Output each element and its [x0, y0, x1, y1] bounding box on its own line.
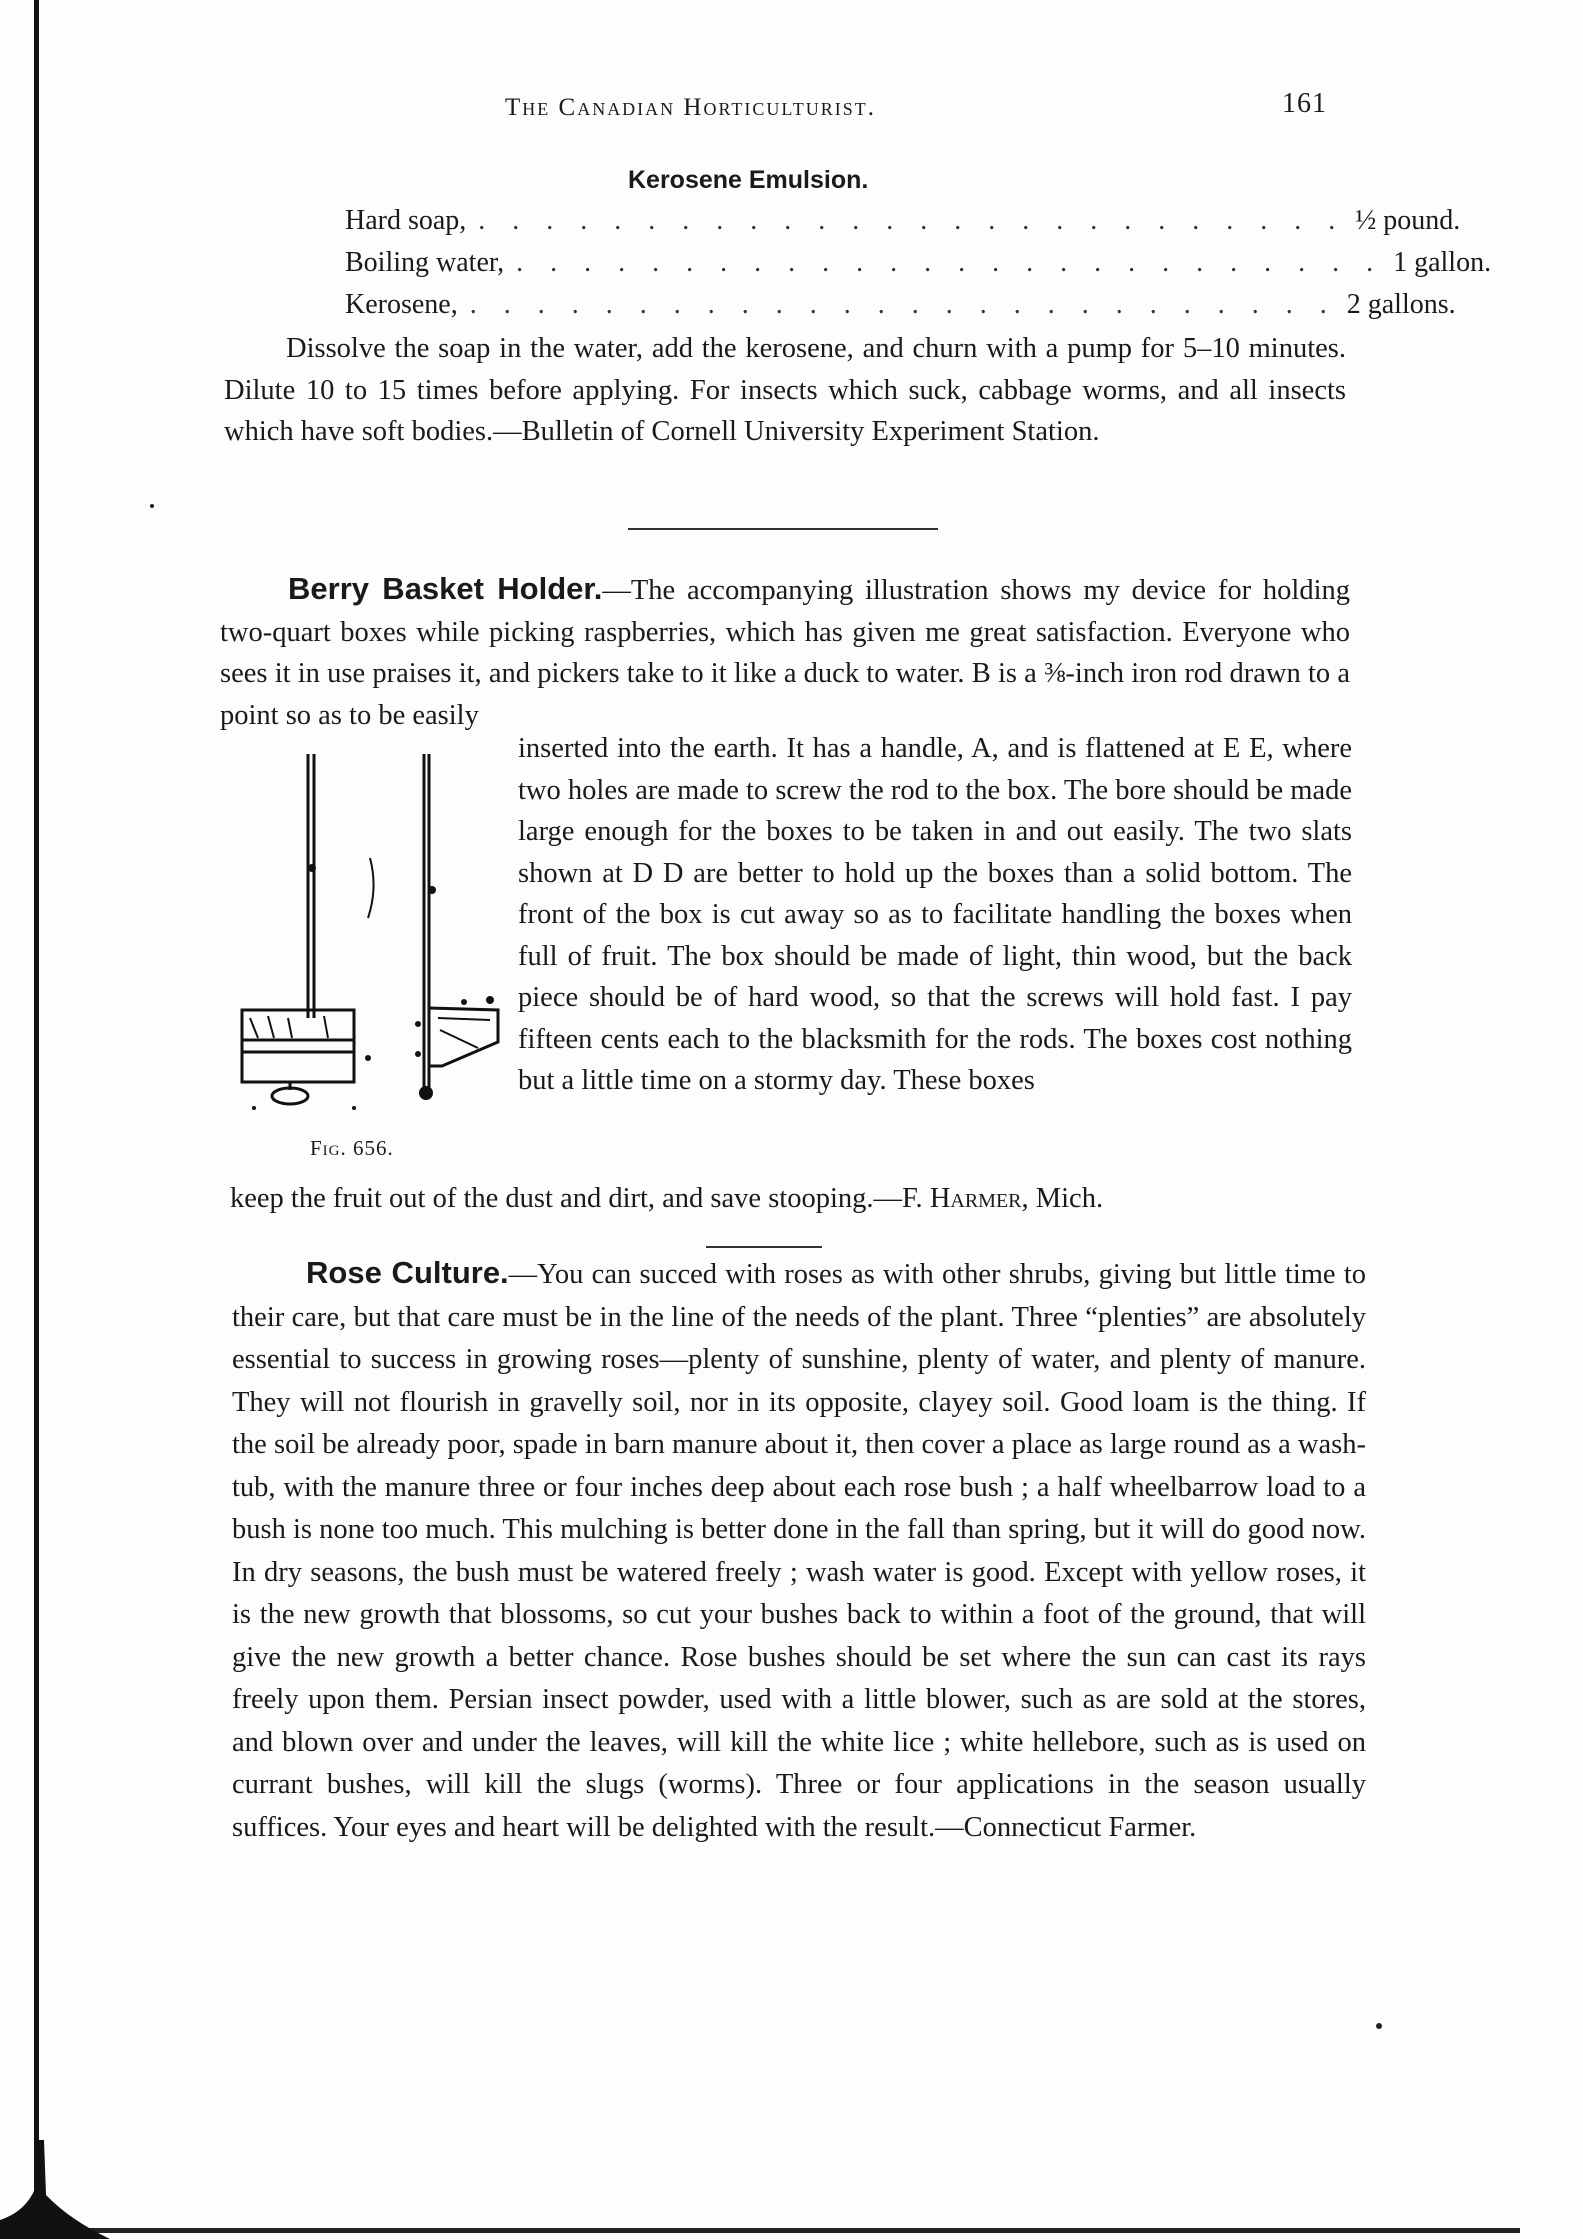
page-bottom-edge [60, 2228, 1520, 2233]
ingredient-qty: 1 gallon. [1393, 247, 1492, 278]
corner-smudge [0, 2140, 110, 2239]
leader-dots: . . . . . . . . . . . . . . . . . . . . . . . . . . [478, 205, 1346, 236]
journal-title: The Canadian Horticulturist. [505, 94, 876, 121]
berry-holder-illustration [228, 748, 508, 1138]
ingredient-name: Hard soap, [345, 205, 467, 236]
figure-caption: Fig. 656. [310, 1136, 394, 1160]
berry-text-top: —The accompanying illustration shows my device for holding two-quart boxes while picking raspberries, which has given me great satisfaction. Everyone who sees it in use praises it, and pickers take to it like a duck to water. B is a ⅜-inch iron rod drawn to a point so as to be easily [220, 575, 1350, 731]
page-edge-shadow [34, 0, 39, 2239]
leader-dots: . . . . . . . . . . . . . . . . . . . . . . . . . . [469, 289, 1337, 320]
author-name: Harmer [929, 1183, 1022, 1214]
section-divider [628, 528, 938, 530]
recipe-title: Kerosene Emulsion. [628, 166, 869, 194]
author-place: , Mich. [1021, 1183, 1104, 1214]
berry-paragraph-end [230, 1178, 1354, 1220]
ingredient-row [345, 284, 1456, 326]
page-number: 161 [1282, 88, 1327, 119]
ingredient-qty: ½ pound. [1355, 205, 1461, 236]
leader-dots: . . . . . . . . . . . . . . . . . . . . . . . . . . [516, 247, 1384, 278]
stray-mark [1376, 2023, 1382, 2029]
ingredient-row [345, 242, 1492, 284]
berry-paragraph-side: inserted into the earth. It has a handle, A, and is flattened at E E, where two holes are made to screw the rod to the box. The bore should be made large enough for the boxes to be taken in and out easily. The two slats shown at D D are better to hold up the boxes than a solid bottom. The front of the box is cut away so as to facilitate handling the boxes when full of fruit. The box should be made of light, thin wood, but the back piece should be of hard wood, so that the screws will hold fast. I pay fifteen cents each to the blacksmith for the rods. The boxes cost nothing but a little time on a stormy day. These boxes [518, 733, 1352, 1096]
section-divider [706, 1246, 822, 1248]
recipe-instructions: Dissolve the soap in the water, add the kerosene, and churn with a pump for 5–10 minutes. Dilute 10 to 15 times before applying. For insects which suck, cabbage worms, and all insects which have soft bodies.—Bulletin of Cornell University Experiment Station. [224, 333, 1346, 447]
stray-mark [150, 504, 154, 508]
ingredient-name: Boiling water, [345, 247, 505, 278]
ingredient-name: Kerosene, [345, 289, 458, 320]
berry-heading: Berry Basket Holder. [288, 571, 603, 606]
ingredient-qty: 2 gallons. [1346, 289, 1456, 320]
rose-text: —You can succed with roses as with other shrubs, giving but little time to their care, but that care must be in the line of the needs of the plant. Three “plenties” are absolutely essential to success in growing roses—plenty of sunshine, plenty of water, and plenty of manure. They will not flourish in gravelly soil, nor in its opposite, clayey soil. Good loam is the thing. If the soil be already poor, spade in barn manure about it, then cover a place as large round as a wash-tub, with the manure three or four inches deep about each rose bush ; a half wheelbarrow load to a bush is none too much. This mulching is better done in the fall than spring, but it will do good now. In dry seasons, the bush must be watered freely ; wash water is good. Except with yellow roses, it is the new growth that blossoms, so cut your bushes back to within a foot of the ground, that will give the new growth a better chance. Rose bushes should be set where the sun can cast its rays freely upon them. Persian insect powder, used with a little blower, such as are sold at the stores, and blown over and under the leaves, will kill the white lice ; white hellebore, such as is used on currant bushes, will kill the slugs (worms). Three or four applications in the season usually suffices. Your eyes and heart will be delighted with the result.—Connecticut Farmer. [232, 1259, 1366, 1843]
rose-paragraph [232, 1252, 1366, 1849]
berry-text-end: keep the fruit out of the dust and dirt, and save stooping.—F. [230, 1183, 930, 1214]
ingredient-row [345, 200, 1461, 242]
ingredient-list [345, 200, 1492, 326]
running-head [0, 88, 1520, 128]
berry-paragraph-top [220, 568, 1350, 736]
rose-heading: Rose Culture. [306, 1255, 509, 1290]
